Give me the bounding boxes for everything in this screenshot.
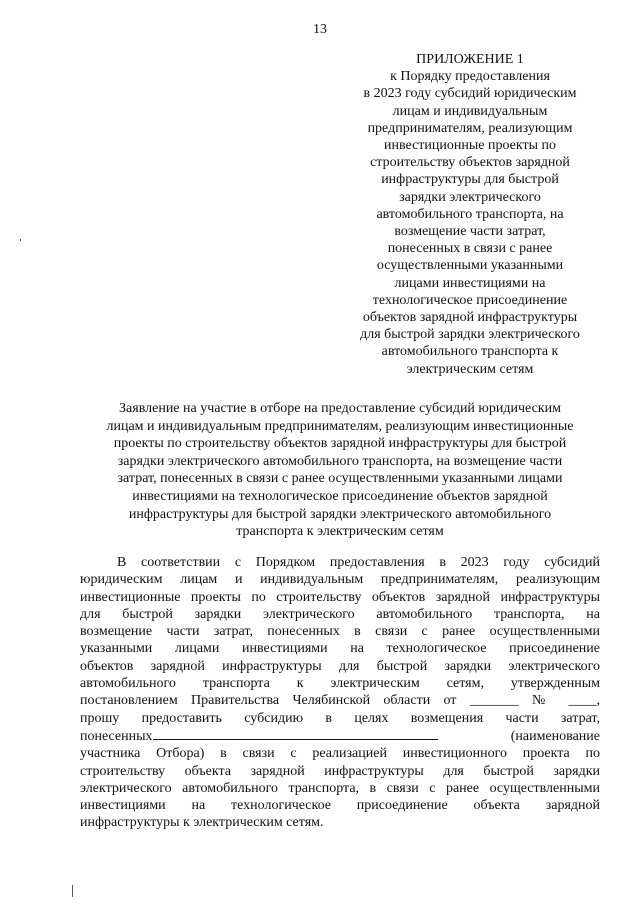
- title-line: Заявление на участие в отборе на предоставление субсидий юридическим: [119, 401, 561, 416]
- appendix-line: электрическим сетям: [406, 361, 534, 377]
- appendix-line: автомобильного транспорта к: [381, 344, 559, 360]
- title-line: инфраструктуры для быстрой зарядки электрического автомобильного: [128, 506, 552, 522]
- body-line: автомобильного транспорта к электрическим сетям, утвержденным: [80, 676, 600, 692]
- body-line-participant: [80, 727, 600, 745]
- page-number: 13: [313, 22, 327, 37]
- body-line: указанными лицами инвестициями на технологическое присоединение: [80, 641, 600, 657]
- body-line: электрического автомобильного транспорта, в связи с ранее осуществленными: [80, 780, 600, 796]
- appendix-line: зарядки электрического: [399, 189, 541, 205]
- appendix-line: инфраструктуры для быстрой: [381, 172, 559, 188]
- title-line: транспорта к электрическим сетям: [236, 524, 444, 540]
- appendix-header: [350, 51, 590, 378]
- title-line: зарядки электрического автомобильного транспорта, на возмещение части: [117, 453, 563, 469]
- appendix-line: технологическое присоединение: [372, 292, 568, 308]
- body-line: возмещение части затрат, понесенных в связи с ранее осуществленными: [80, 624, 600, 640]
- body-line: строительству объекта зарядной инфраструктуры для быстрой зарядки: [80, 763, 600, 779]
- body-line: прошу предоставить субсидию в целях возмещения части затрат,: [80, 710, 600, 726]
- resolution-date-blank: _______: [469, 693, 519, 709]
- incurred-text: понесенных: [80, 728, 153, 744]
- body-line: юридическим лицам и индивидуальным предпринимателям, реализующим: [80, 572, 600, 588]
- body-line: для быстрой зарядки электрического автомобильного транспорта, на: [80, 606, 600, 622]
- body-line: В соответствии с Порядком предоставления в 2023 году субсидий: [117, 555, 600, 570]
- body-line: инвестициями на технологическое присоединение объекта зарядной: [80, 798, 600, 814]
- participant-name-hint: (наименование: [510, 728, 600, 744]
- resolution-number-blank: ____,: [568, 693, 601, 709]
- appendix-line: возмещение части затрат,: [394, 224, 546, 240]
- scan-margin-mark: [20, 239, 21, 241]
- appendix-title: ПРИЛОЖЕНИЕ 1: [416, 52, 524, 67]
- appendix-line: осуществленными указанными: [376, 258, 564, 274]
- title-line: инвестициями на технологическое присоединение объектов зарядной: [132, 488, 548, 504]
- appendix-line: объектов зарядной инфраструктуры: [362, 310, 578, 326]
- body-line: участника Отбора) в связи с реализацией инвестиционного проекта по: [80, 746, 600, 762]
- appendix-line: к Порядку предоставления: [390, 69, 550, 85]
- scan-margin-mark: [72, 885, 73, 897]
- body-line: инвестиционные проекты по строительству объектов зарядной инфраструктуры: [80, 589, 600, 605]
- number-sign: №: [532, 693, 556, 709]
- appendix-line: инвестиционные проекты по: [384, 138, 556, 154]
- appendix-line: строительству объектов зарядной: [370, 155, 570, 171]
- application-body: [80, 554, 600, 832]
- appendix-line: лицами инвестициями на: [394, 275, 546, 291]
- title-line: затрат, понесенных в связи с ранее осуществленными указанными лицами: [117, 471, 563, 487]
- application-title: [80, 400, 600, 541]
- appendix-line: понесенных в связи с ранее: [387, 241, 553, 257]
- appendix-line: предпринимателям, реализующим: [367, 120, 573, 136]
- title-line: проекты по строительству объектов зарядной инфраструктуры для быстрой: [113, 436, 567, 452]
- appendix-line: автомобильного транспорта, на: [376, 206, 564, 222]
- appendix-line: в 2023 году субсидий юридическим: [363, 86, 577, 102]
- body-line-resolution: [80, 692, 600, 709]
- appendix-line: лицам и индивидуальным: [392, 103, 548, 119]
- body-line: инфраструктуры к электрическим сетям.: [80, 815, 324, 831]
- body-line: объектов зарядной инфраструктуры для быстрой зарядки электрического: [80, 658, 600, 674]
- resolution-text: постановлением Правительства Челябинской области от: [80, 693, 457, 709]
- participant-name-blank: [153, 727, 438, 740]
- title-line: лицам и индивидуальным предпринимателям, реализующим инвестиционные: [106, 418, 574, 434]
- appendix-line: для быстрой зарядки электрического: [360, 327, 580, 343]
